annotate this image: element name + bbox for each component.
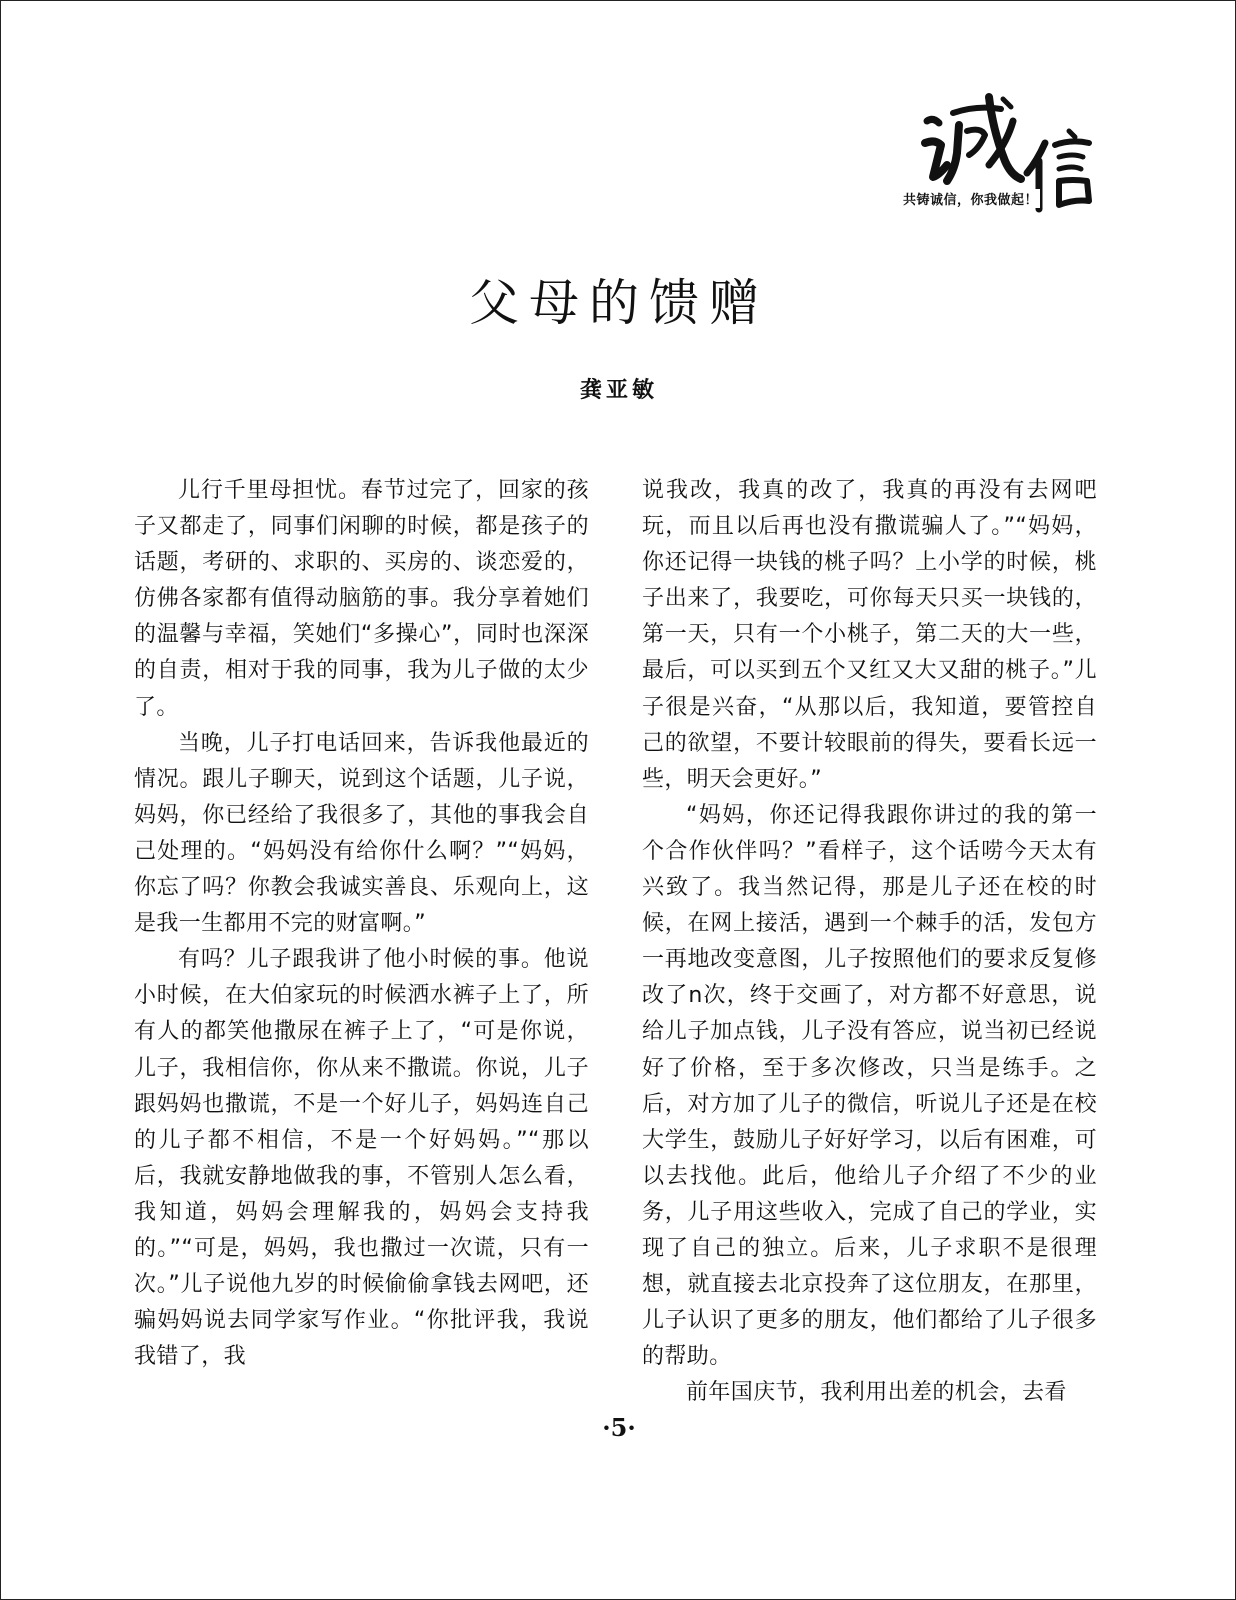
paragraph-continuation: 说我改，我真的改了，我真的再没有去网吧玩，而且以后再也没有撒谎骗人了。”“妈妈，你还记得一块钱的桃子吗？上小学的时候，桃子出来了，我要吃，可你每天只买一块钱的，第一天，只有一个小桃子，第二天的大一些，最后，可以买到五个又红又大又甜的桃子。”儿子很是兴奋，“从那以后，我知道，要管控自己的欲望，不要计较眼前的得失，要看长远一些，明天会更好。” — [642, 478, 1097, 792]
slogan: 共铸诚信，你我做起！ — [901, 189, 1040, 208]
integrity-logo — [881, 91, 1101, 221]
article-title: 父母的馈赠 — [469, 274, 769, 332]
page-number: ·5· — [602, 1413, 636, 1442]
paragraph: 儿行千里母担忧。春节过完了，回家的孩子又都走了，同事们闲聊的时候，都是孩子的话题，考研的、求职的、买房的、谈恋爱的，仿佛各家都有值得动脑筋的事。我分享着她们的温馨与幸福，笑她们“多操心”，同时也深深的自责，相对于我的同事，我为儿子做的太少了。 — [134, 478, 589, 720]
right-column — [642, 473, 1097, 1411]
paragraph: 前年国庆节，我利用出差的机会，去看 — [686, 1380, 1067, 1406]
paragraph: “妈妈，你还记得我跟你讲过的我的第一个合作伙伴吗？”看样子，这个话唠今天太有兴致了。我当然记得，那是儿子还在校的时候，在网上接活，遇到一个棘手的活，发包方一再地改变意图，儿子按照他们的要求反复修改了n次，终于交画了，对方都不好意思，说给儿子加点钱，儿子没有答应，说当初已经说好了价格，至于多次修改，只当是练手。之后，对方加了儿子的微信，听说儿子还是在校大学生，鼓励儿子好好学习，以后有困难，可以去找他。此后，他给儿子介绍了不少的业务，儿子用这些收入，完成了自己的学业，实现了自己的独立。后来，儿子求职不是很理想，就直接去北京投奔了这位朋友，在那里，儿子认识了更多的朋友，他们都给了儿子很多的帮助。 — [642, 802, 1097, 1370]
paragraph: 有吗？儿子跟我讲了他小时候的事。他说小时候，在大伯家玩的时候洒水裤子上了，所有人的都笑他撒尿在裤子上了，“可是你说，儿子，我相信你，你从来不撒谎。你说，儿子跟妈妈也撒谎，不是一个好儿子，妈妈连自己的儿子都不相信，不是一个好妈妈。”“那以后，我就安静地做我的事，不管别人怎么看，我知道，妈妈会理解我的，妈妈会支持我的。”“可是，妈妈，我也撒过一次谎，只有一次。”儿子说他九岁的时候偷偷拿钱去网吧，还骗妈妈说去同学家写作业。“你批评我，我说我错了，我 — [134, 947, 589, 1370]
left-column — [134, 473, 589, 1375]
paragraph: 当晚，儿子打电话回来，告诉我他最近的情况。跟儿子聊天，说到这个话题，儿子说，妈妈，你已经给了我很多了，其他的事我会自己处理的。“妈妈没有给你什么啊？”“妈妈，你忘了吗？你教会我诚实善良、乐观向上，这是我一生都用不完的财富啊。” — [134, 730, 589, 937]
article-author: 龚亚敏 — [579, 377, 658, 403]
